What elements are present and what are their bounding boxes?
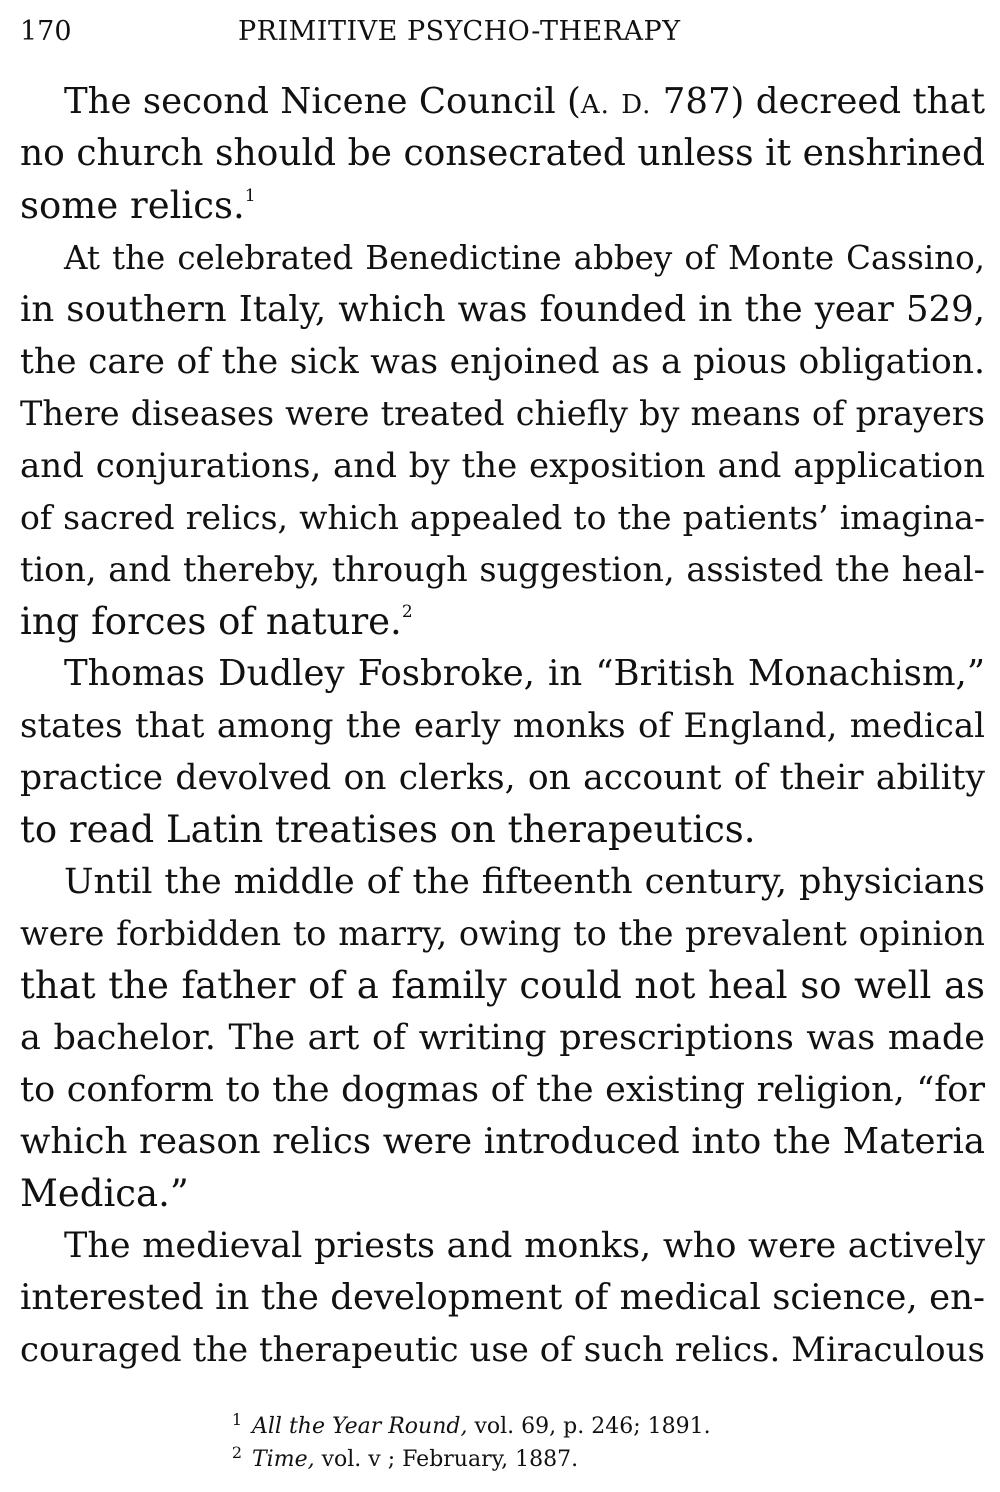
running-title: PRIMITIVE PSYCHO-THERAPY	[238, 16, 681, 47]
text-line: no church should be consecrated unless it enshrined	[20, 133, 985, 174]
text-line: The second Nicene Council (A. D. 787) decreed that	[64, 81, 985, 122]
footnote-2	[0, 1443, 1000, 1472]
footnote-mark: 2	[231, 1443, 242, 1462]
text-line: and conjurations, and by the exposition and application	[20, 446, 985, 486]
text-line: to conform to the dogmas of the existing religion, “for	[20, 1070, 985, 1110]
text-line: a bachelor. The art of writing prescriptions was made	[20, 1018, 985, 1058]
text-line: practice devolved on clerks, on account of their ability	[20, 758, 985, 798]
text-line: in southern Italy, which was founded in the year 529,	[20, 289, 985, 330]
text-line: ing forces of nature.$^2$	[20, 600, 413, 643]
text-line: Thomas Dudley Fosbroke, in “British Monachism,”	[64, 653, 985, 694]
text-line: were forbidden to marry, owing to the prevalent opinion	[20, 914, 985, 953]
footnote-ref: 1	[244, 186, 256, 206]
footnote-mark: 1	[231, 1410, 242, 1429]
footnote-details: vol. 69, p. 246; 1891.	[467, 1414, 711, 1439]
text-line: of sacred relics, which appealed to the patients’ imagina-	[20, 498, 985, 537]
footnote-ref: 2	[401, 602, 413, 622]
text-line: the care of the sick was enjoined as a pious obligation.	[20, 342, 985, 382]
text-line: At the celebrated Benedictine abbey of Monte Cassino,	[64, 239, 985, 277]
body-text	[20, 76, 985, 1376]
text-line: some relics.$^1$	[20, 184, 256, 227]
page-number: 170	[20, 16, 72, 47]
text-line: There diseases were treated chiefly by means of prayers	[20, 394, 985, 433]
running-header	[20, 16, 985, 56]
footnote-source-title: Time,	[252, 1447, 315, 1472]
text-line: that the father of a family could not heal so well as	[20, 964, 985, 1007]
text-line: The medieval priests and monks, who were actively	[64, 1226, 985, 1266]
footnote-1	[0, 1410, 1000, 1439]
text-line: interested in the development of medical science, en-	[20, 1277, 985, 1318]
text-line: Until the middle of the fifteenth century, physicians	[64, 862, 985, 902]
text-line: which reason relics were introduced into the Materia	[20, 1121, 985, 1162]
footnote-source-title: All the Year Round,	[252, 1414, 468, 1439]
footnote-details: vol. v ; February, 1887.	[314, 1447, 579, 1472]
text-line: states that among the early monks of England, medical	[20, 706, 985, 746]
text-line: Medica.”	[20, 1172, 189, 1215]
text-line: tion, and thereby, through suggestion, assisted the heal-	[20, 550, 985, 589]
text-line: couraged the therapeutic use of such relics. Miraculous	[20, 1330, 985, 1370]
text-line: to read Latin treatises on therapeutics.	[20, 808, 756, 851]
